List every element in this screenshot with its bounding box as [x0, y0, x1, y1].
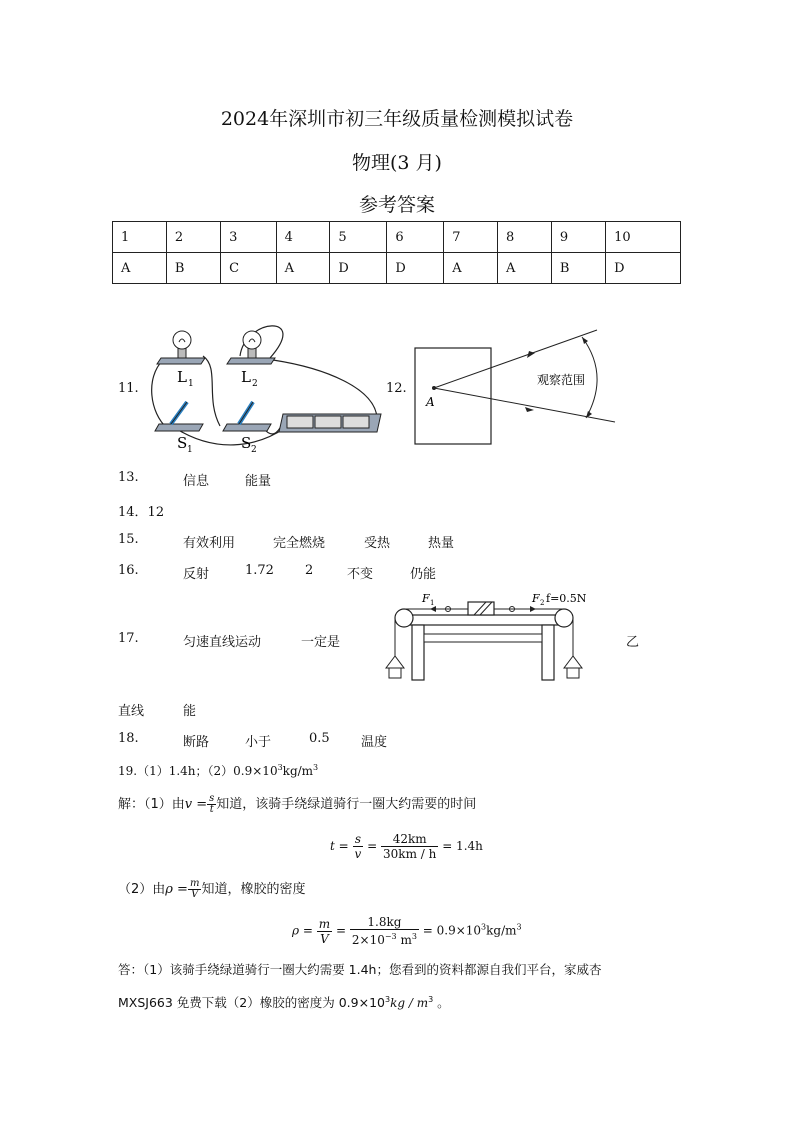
table-top [406, 615, 562, 625]
q19-equation-1: t = $\frac{s}{v}$ = $\frac{42km}{30km / h}$ = 1.4h [330, 832, 483, 861]
point-a-label: A [426, 395, 435, 409]
lamp-l2-icon [227, 331, 275, 364]
label-f2-sub: 2 [540, 599, 545, 607]
label-l2: L [241, 368, 251, 386]
q15-answer-1: 有效利用 [183, 536, 236, 551]
table-cell: 1 [113, 222, 167, 253]
table-cell: 2 [166, 222, 220, 253]
q18-answer-1: 断路 [183, 735, 210, 750]
q15-answer-2: 完全燃烧 [273, 536, 326, 551]
q16-answer-3: 2 [305, 563, 314, 578]
arc-arrow-top-icon [582, 337, 588, 344]
table-cell: 4 [276, 222, 330, 253]
point-a [432, 386, 436, 390]
q19-answer-line-2: MXSJ663 免费下载（2）橡胶的密度为 $0.9\times 10^3kg / m^3$ 。 [118, 994, 450, 1010]
q17-extra: 乙 [626, 635, 640, 650]
label-f1: F [422, 592, 430, 605]
q13-answer-1: 信息 [183, 474, 210, 489]
q16-answer-4: 不变 [347, 567, 374, 582]
q19-answer-line-1: 答：（1）该骑手绕绿道骑行一圈大约需要 1.4h；您看到的资料都源自我们平台，家威杏 [118, 962, 602, 977]
q13-number: 13. [118, 470, 139, 485]
q15-number: 15. [118, 532, 139, 547]
ray-lower [434, 388, 615, 422]
table-cell: 7 [444, 222, 498, 253]
answers-heading: 参考答案 [358, 194, 435, 216]
table-cell: 10 [606, 222, 681, 253]
answer-table [112, 221, 681, 284]
q19-equation-2: ρ = $\frac{m}{V}$ = $\frac{1.8kg}{2\times 10^{-3} m^3}$ = $0.9\times 10^3kg/m^3$ [292, 915, 522, 947]
table-cell: 3 [221, 222, 276, 253]
table-cell: D [330, 253, 387, 284]
label-l2-sub: 2 [252, 379, 258, 389]
table-row [113, 222, 681, 253]
lamp-l1-icon [157, 331, 205, 364]
arrow-lower-icon [525, 407, 534, 412]
q16-answer-2: 1.72 [245, 563, 274, 578]
q17-continuation-2: 能 [183, 704, 197, 719]
label-l1-sub: 1 [188, 379, 194, 389]
q17-number: 17. [118, 631, 139, 646]
switch-s2-icon [223, 402, 271, 431]
table-cell: A [444, 253, 498, 284]
q17-answer-1: 匀速直线运动 [183, 635, 262, 650]
table-leg-left [412, 625, 424, 680]
table-cell: A [276, 253, 330, 284]
weight-left-icon [386, 656, 404, 678]
table-cell: C [221, 253, 276, 284]
q18-answer-3: 0.5 [309, 731, 330, 746]
view-range-figure [410, 325, 630, 450]
table-cell: B [551, 253, 605, 284]
label-s2: S [241, 434, 252, 452]
weight-right-icon [564, 656, 582, 678]
switch-s1-icon [155, 402, 203, 431]
subject-title: 物理(3 月) [352, 152, 442, 174]
label-l1: L [177, 368, 187, 386]
pulley-right-icon [555, 609, 573, 627]
q18-answer-4: 温度 [361, 735, 388, 750]
q13-answer-2: 能量 [245, 474, 272, 489]
q15-answer-4: 热量 [428, 536, 455, 551]
page-title: 2024年深圳市初三年级质量检测模拟试卷 [220, 108, 574, 130]
table-cell: D [387, 253, 444, 284]
table-cell: A [113, 253, 167, 284]
q17-continuation-1: 直线 [118, 704, 145, 719]
table-crossbar [424, 634, 542, 642]
q18-number: 18. [118, 731, 139, 746]
q16-answer-5: 仍能 [410, 567, 437, 582]
table-cell: D [606, 253, 681, 284]
table-cell: A [498, 253, 552, 284]
table-row [113, 253, 681, 284]
pulley-table-figure [376, 588, 596, 683]
label-f1-sub: 1 [430, 599, 435, 607]
label-f2: F [532, 592, 540, 605]
q11-number: 11. [118, 381, 139, 396]
q18-answer-2: 小于 [245, 735, 272, 750]
q15-answer-3: 受热 [364, 536, 391, 551]
label-s2-sub: 2 [251, 445, 257, 455]
range-label: 观察范围 [537, 373, 586, 387]
force-f2-arrow-icon [530, 606, 536, 612]
table-cell: 6 [387, 222, 444, 253]
q16-number: 16. [118, 563, 139, 578]
q16-answer-1: 反射 [183, 567, 210, 582]
circuit-figure [145, 318, 385, 458]
label-s1: S [177, 434, 188, 452]
table-cell: 9 [551, 222, 605, 253]
table-cell: 8 [498, 222, 552, 253]
q19-summary: 19.（1）1.4h；$(2)0.9\times 10^3kg/m^3$ [118, 763, 319, 778]
label-s1-sub: 1 [187, 445, 193, 455]
battery-pack-icon [279, 414, 381, 432]
q19-solution-2: （2）由ρ = $\frac{m}{V}$ 知道，橡胶的密度 [118, 878, 306, 900]
q19-solution-1: 解：（1）由v = $\frac{s}{t}$ 知道，该骑手绕绿道骑行一圈大约需要的时间 [118, 793, 477, 815]
table-cell: 5 [330, 222, 387, 253]
table-leg-right [542, 625, 554, 680]
q14-line: 14．12 [118, 505, 165, 520]
label-friction: f=0.5N [546, 592, 587, 605]
q17-answer-2: 一定是 [301, 635, 341, 650]
q12-number: 12. [386, 381, 407, 396]
pulley-left-icon [395, 609, 413, 627]
table-cell: B [166, 253, 220, 284]
